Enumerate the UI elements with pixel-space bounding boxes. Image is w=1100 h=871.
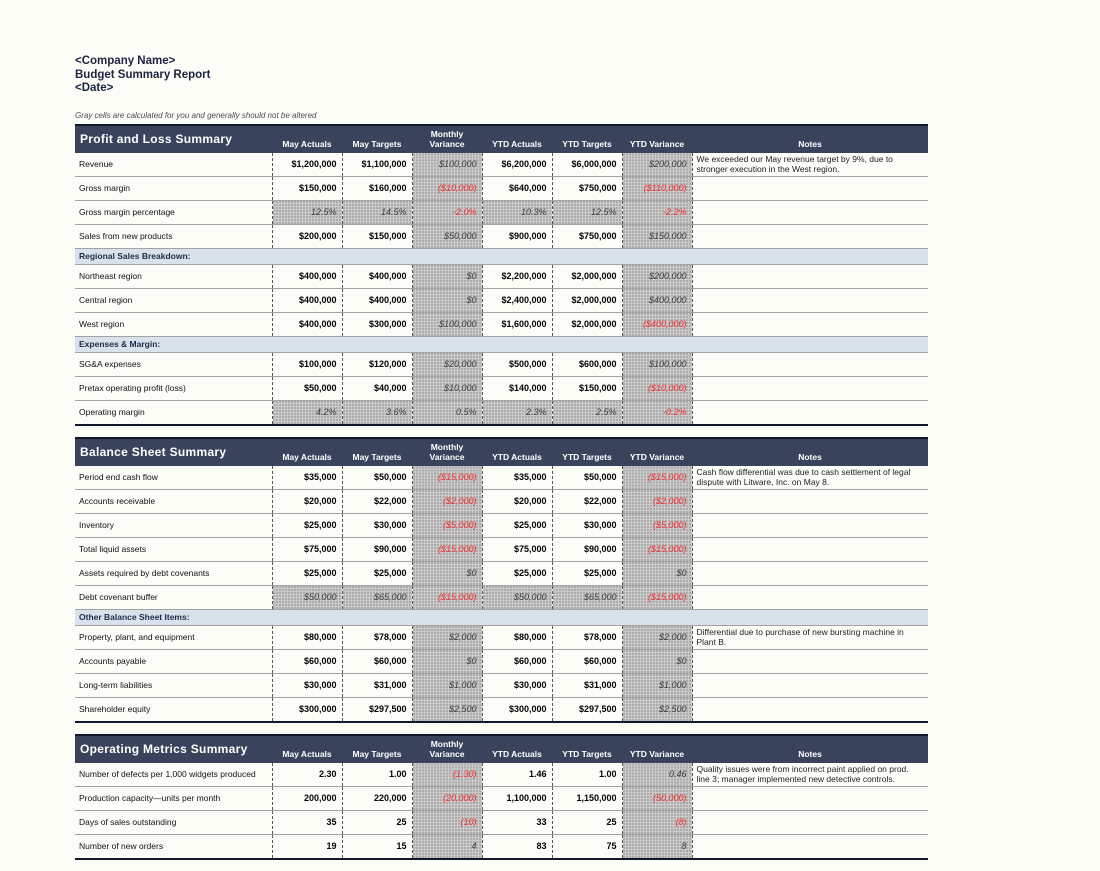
table-row xyxy=(75,176,928,200)
value-cell: 12.5% xyxy=(272,200,342,224)
column-header-may-actuals: May Actuals xyxy=(282,138,332,149)
value-cell: 2.30 xyxy=(272,763,342,787)
document-header xyxy=(75,55,929,96)
table-balance-sheet-summary xyxy=(75,437,928,723)
value-cell: (20,000) xyxy=(412,786,482,810)
value-cell: 2.3% xyxy=(482,400,552,425)
value-cell: $0 xyxy=(622,561,692,585)
value-cell: 220,000 xyxy=(342,786,412,810)
value-cell: $2,000,000 xyxy=(552,312,622,336)
value-cell: $25,000 xyxy=(482,561,552,585)
table-row xyxy=(75,763,928,787)
row-label: Number of defects per 1,000 widgets produced xyxy=(75,763,272,787)
value-cell: (8) xyxy=(622,810,692,834)
value-cell: $400,000 xyxy=(272,264,342,288)
value-cell: $2,500 xyxy=(622,697,692,722)
value-cell: ($15,000) xyxy=(412,537,482,561)
value-cell: $25,000 xyxy=(482,513,552,537)
value-cell: 8 xyxy=(622,834,692,859)
note-cell xyxy=(692,649,928,673)
value-cell: ($15,000) xyxy=(622,585,692,609)
value-cell: $22,000 xyxy=(552,489,622,513)
column-header-may-targets: May Targets xyxy=(352,748,402,759)
value-cell: 0.5% xyxy=(412,400,482,425)
table-row xyxy=(75,200,928,224)
table-row xyxy=(75,810,928,834)
value-cell: 35 xyxy=(272,810,342,834)
value-cell: $0 xyxy=(412,561,482,585)
table-row xyxy=(75,625,928,649)
value-cell: ($5,000) xyxy=(412,513,482,537)
table-row xyxy=(75,834,928,859)
section-row xyxy=(75,248,928,264)
value-cell: $400,000 xyxy=(342,264,412,288)
value-cell: $200,000 xyxy=(622,153,692,177)
value-cell: $150,000 xyxy=(342,224,412,248)
company-name: <Company Name> xyxy=(75,55,176,67)
column-header-monthly-variance: Monthly Variance xyxy=(429,738,465,759)
value-cell: -2.0% xyxy=(412,200,482,224)
column-header-notes: Notes xyxy=(798,748,822,759)
value-cell: $6,200,000 xyxy=(482,153,552,177)
note-cell xyxy=(692,561,928,585)
value-cell: $31,000 xyxy=(342,673,412,697)
value-cell: -2.2% xyxy=(622,200,692,224)
row-label: Operating margin xyxy=(75,400,272,425)
note-cell xyxy=(692,513,928,537)
value-cell: $31,000 xyxy=(552,673,622,697)
value-cell: $100,000 xyxy=(412,153,482,177)
value-cell: 25 xyxy=(552,810,622,834)
value-cell: $1,600,000 xyxy=(482,312,552,336)
value-cell: $10,000 xyxy=(412,376,482,400)
value-cell: ($2,000) xyxy=(622,489,692,513)
column-header-ytd-variance: YTD Variance xyxy=(629,451,685,462)
value-cell: $200,000 xyxy=(272,224,342,248)
note-cell: Quality issues were from incorrect paint applied on prod. line 3; manager implemented new detective controls. xyxy=(692,763,928,787)
value-cell: 19 xyxy=(272,834,342,859)
value-cell: $20,000 xyxy=(482,489,552,513)
row-label: Accounts receivable xyxy=(75,489,272,513)
row-label: Total liquid assets xyxy=(75,537,272,561)
table-row xyxy=(75,649,928,673)
table-row xyxy=(75,537,928,561)
section-row-label: Regional Sales Breakdown: xyxy=(75,248,928,264)
row-label: Long-term liabilities xyxy=(75,673,272,697)
table-row xyxy=(75,585,928,609)
value-cell: $25,000 xyxy=(272,513,342,537)
note-cell xyxy=(692,786,928,810)
value-cell: $750,000 xyxy=(552,176,622,200)
value-cell: 33 xyxy=(482,810,552,834)
value-cell: $50,000 xyxy=(342,466,412,490)
value-cell: 12.5% xyxy=(552,200,622,224)
value-cell: 1,100,000 xyxy=(482,786,552,810)
value-cell: $75,000 xyxy=(482,537,552,561)
value-cell: $1,000 xyxy=(622,673,692,697)
column-header-monthly-variance: Monthly Variance xyxy=(429,128,465,149)
note-cell xyxy=(692,834,928,859)
table-profit-and-loss-summary xyxy=(75,124,928,426)
table-row xyxy=(75,264,928,288)
value-cell: $30,000 xyxy=(342,513,412,537)
value-cell: $2,000 xyxy=(622,625,692,649)
column-header-ytd-variance: YTD Variance xyxy=(629,138,685,149)
value-cell: (10) xyxy=(412,810,482,834)
value-cell: $50,000 xyxy=(552,466,622,490)
value-cell: 1.00 xyxy=(552,763,622,787)
column-header-notes: Notes xyxy=(798,451,822,462)
value-cell: $1,100,000 xyxy=(342,153,412,177)
value-cell: $2,000,000 xyxy=(552,264,622,288)
row-label: Sales from new products xyxy=(75,224,272,248)
value-cell: $297,500 xyxy=(552,697,622,722)
value-cell: $30,000 xyxy=(272,673,342,697)
table-title: Profit and Loss Summary xyxy=(80,132,233,146)
value-cell: $65,000 xyxy=(552,585,622,609)
row-label: Number of new orders xyxy=(75,834,272,859)
report-title: Budget Summary Report xyxy=(75,68,211,81)
table-row xyxy=(75,312,928,336)
value-cell: (50,000) xyxy=(622,786,692,810)
value-cell: $150,000 xyxy=(622,224,692,248)
row-label: Accounts payable xyxy=(75,649,272,673)
table-title: Operating Metrics Summary xyxy=(80,742,248,756)
value-cell: $50,000 xyxy=(482,585,552,609)
note-cell xyxy=(692,200,928,224)
value-cell: 3.6% xyxy=(342,400,412,425)
row-label: Period end cash flow xyxy=(75,466,272,490)
instruction-note: Gray cells are calculated for you and generally should not be altered xyxy=(75,110,317,120)
table-row xyxy=(75,786,928,810)
column-header-notes: Notes xyxy=(798,138,822,149)
value-cell: $0 xyxy=(412,649,482,673)
value-cell: (1.30) xyxy=(412,763,482,787)
row-label: Days of sales outstanding xyxy=(75,810,272,834)
value-cell: 10.3% xyxy=(482,200,552,224)
value-cell: 15 xyxy=(342,834,412,859)
value-cell: ($400,000) xyxy=(622,312,692,336)
value-cell: $20,000 xyxy=(272,489,342,513)
value-cell: $120,000 xyxy=(342,352,412,376)
value-cell: $900,000 xyxy=(482,224,552,248)
value-cell: $150,000 xyxy=(272,176,342,200)
value-cell: $1,000 xyxy=(412,673,482,697)
value-cell: $400,000 xyxy=(272,312,342,336)
note-cell xyxy=(692,376,928,400)
table-title: Balance Sheet Summary xyxy=(80,445,227,459)
value-cell: $22,000 xyxy=(342,489,412,513)
row-label: Production capacity—units per month xyxy=(75,786,272,810)
table-row xyxy=(75,489,928,513)
value-cell: ($15,000) xyxy=(412,585,482,609)
section-row xyxy=(75,609,928,625)
row-label: Shareholder equity xyxy=(75,697,272,722)
note-cell xyxy=(692,176,928,200)
value-cell: ($5,000) xyxy=(622,513,692,537)
value-cell: $0 xyxy=(622,649,692,673)
value-cell: 0.46 xyxy=(622,763,692,787)
value-cell: $2,000 xyxy=(412,625,482,649)
row-label: Property, plant, and equipment xyxy=(75,625,272,649)
column-header-ytd-actuals: YTD Actuals xyxy=(492,138,542,149)
value-cell: $60,000 xyxy=(552,649,622,673)
value-cell: $2,400,000 xyxy=(482,288,552,312)
value-cell: $750,000 xyxy=(552,224,622,248)
value-cell: $2,500 xyxy=(412,697,482,722)
value-cell: $20,000 xyxy=(412,352,482,376)
table-row xyxy=(75,352,928,376)
value-cell: ($110,000) xyxy=(622,176,692,200)
column-header-ytd-variance: YTD Variance xyxy=(629,748,685,759)
value-cell: 75 xyxy=(552,834,622,859)
table-row xyxy=(75,376,928,400)
column-header-may-targets: May Targets xyxy=(352,451,402,462)
table-row xyxy=(75,466,928,490)
value-cell: 1.46 xyxy=(482,763,552,787)
value-cell: $1,200,000 xyxy=(272,153,342,177)
value-cell: $50,000 xyxy=(272,585,342,609)
tables-container xyxy=(75,124,929,860)
table-operating-metrics-summary xyxy=(75,734,928,860)
column-header-ytd-targets: YTD Targets xyxy=(562,748,612,759)
note-cell: We exceeded our May revenue target by 9%, due to stronger execution in the West region. xyxy=(692,153,928,177)
value-cell: $25,000 xyxy=(272,561,342,585)
value-cell: -0.2% xyxy=(622,400,692,425)
section-row-label: Expenses & Margin: xyxy=(75,336,928,352)
note-cell: Differential due to purchase of new bursting machine in Plant B. xyxy=(692,625,928,649)
value-cell: $75,000 xyxy=(272,537,342,561)
note-cell xyxy=(692,352,928,376)
column-header-ytd-actuals: YTD Actuals xyxy=(492,451,542,462)
value-cell: $640,000 xyxy=(482,176,552,200)
row-label: Gross margin percentage xyxy=(75,200,272,224)
value-cell: $0 xyxy=(412,264,482,288)
value-cell: $100,000 xyxy=(622,352,692,376)
column-header-may-targets: May Targets xyxy=(352,138,402,149)
value-cell: $300,000 xyxy=(272,697,342,722)
value-cell: 4.2% xyxy=(272,400,342,425)
note-cell xyxy=(692,697,928,722)
value-cell: $400,000 xyxy=(272,288,342,312)
note-cell xyxy=(692,585,928,609)
value-cell: $297,500 xyxy=(342,697,412,722)
value-cell: $2,200,000 xyxy=(482,264,552,288)
table-row xyxy=(75,561,928,585)
report-date: <Date> xyxy=(75,82,114,94)
value-cell: $78,000 xyxy=(552,625,622,649)
value-cell: ($15,000) xyxy=(622,537,692,561)
value-cell: $100,000 xyxy=(272,352,342,376)
note-cell xyxy=(692,312,928,336)
row-label: Gross margin xyxy=(75,176,272,200)
value-cell: $60,000 xyxy=(342,649,412,673)
note-cell xyxy=(692,400,928,425)
value-cell: $78,000 xyxy=(342,625,412,649)
table-row xyxy=(75,697,928,722)
section-row-label: Other Balance Sheet Items: xyxy=(75,609,928,625)
value-cell: $90,000 xyxy=(552,537,622,561)
row-label: Pretax operating profit (loss) xyxy=(75,376,272,400)
section-row xyxy=(75,336,928,352)
note-cell xyxy=(692,810,928,834)
row-label: Revenue xyxy=(75,153,272,177)
value-cell: 14.5% xyxy=(342,200,412,224)
value-cell: ($15,000) xyxy=(412,466,482,490)
value-cell: $400,000 xyxy=(342,288,412,312)
note-cell xyxy=(692,673,928,697)
value-cell: $30,000 xyxy=(482,673,552,697)
value-cell: $0 xyxy=(412,288,482,312)
value-cell: $6,000,000 xyxy=(552,153,622,177)
note-cell xyxy=(692,537,928,561)
value-cell: $65,000 xyxy=(342,585,412,609)
note-cell xyxy=(692,288,928,312)
value-cell: $2,000,000 xyxy=(552,288,622,312)
value-cell: $140,000 xyxy=(482,376,552,400)
budget-report-page xyxy=(75,55,929,871)
column-header-monthly-variance: Monthly Variance xyxy=(429,441,465,462)
table-row xyxy=(75,400,928,425)
value-cell: $50,000 xyxy=(272,376,342,400)
value-cell: ($10,000) xyxy=(412,176,482,200)
value-cell: $60,000 xyxy=(272,649,342,673)
note-cell: Cash flow differential was due to cash settlement of legal dispute with Litware, Inc. on May 8. xyxy=(692,466,928,490)
column-header-may-actuals: May Actuals xyxy=(282,748,332,759)
value-cell: $150,000 xyxy=(552,376,622,400)
note-cell xyxy=(692,224,928,248)
value-cell: $100,000 xyxy=(412,312,482,336)
value-cell: $50,000 xyxy=(412,224,482,248)
column-header-may-actuals: May Actuals xyxy=(282,451,332,462)
row-label: Inventory xyxy=(75,513,272,537)
value-cell: 4 xyxy=(412,834,482,859)
value-cell: 1.00 xyxy=(342,763,412,787)
note-cell xyxy=(692,489,928,513)
value-cell: $300,000 xyxy=(482,697,552,722)
row-label: Assets required by debt covenants xyxy=(75,561,272,585)
value-cell: $90,000 xyxy=(342,537,412,561)
value-cell: $80,000 xyxy=(272,625,342,649)
row-label: West region xyxy=(75,312,272,336)
value-cell: 2.5% xyxy=(552,400,622,425)
value-cell: $200,000 xyxy=(622,264,692,288)
value-cell: ($2,000) xyxy=(412,489,482,513)
value-cell: $400,000 xyxy=(622,288,692,312)
value-cell: 25 xyxy=(342,810,412,834)
value-cell: $25,000 xyxy=(552,561,622,585)
value-cell: $160,000 xyxy=(342,176,412,200)
value-cell: $35,000 xyxy=(482,466,552,490)
table-row xyxy=(75,673,928,697)
table-row xyxy=(75,513,928,537)
column-header-ytd-targets: YTD Targets xyxy=(562,451,612,462)
value-cell: $600,000 xyxy=(552,352,622,376)
value-cell: $300,000 xyxy=(342,312,412,336)
value-cell: $25,000 xyxy=(342,561,412,585)
value-cell: $40,000 xyxy=(342,376,412,400)
value-cell: 1,150,000 xyxy=(552,786,622,810)
row-label: Debt covenant buffer xyxy=(75,585,272,609)
value-cell: $30,000 xyxy=(552,513,622,537)
value-cell: $80,000 xyxy=(482,625,552,649)
note-cell xyxy=(692,264,928,288)
row-label: Northeast region xyxy=(75,264,272,288)
value-cell: ($15,000) xyxy=(622,466,692,490)
column-header-ytd-actuals: YTD Actuals xyxy=(492,748,542,759)
value-cell: $60,000 xyxy=(482,649,552,673)
value-cell: ($10,000) xyxy=(622,376,692,400)
table-row xyxy=(75,224,928,248)
value-cell: 200,000 xyxy=(272,786,342,810)
table-row xyxy=(75,153,928,177)
row-label: SG&A expenses xyxy=(75,352,272,376)
row-label: Central region xyxy=(75,288,272,312)
table-row xyxy=(75,288,928,312)
value-cell: $500,000 xyxy=(482,352,552,376)
column-header-ytd-targets: YTD Targets xyxy=(562,138,612,149)
value-cell: $35,000 xyxy=(272,466,342,490)
value-cell: 83 xyxy=(482,834,552,859)
